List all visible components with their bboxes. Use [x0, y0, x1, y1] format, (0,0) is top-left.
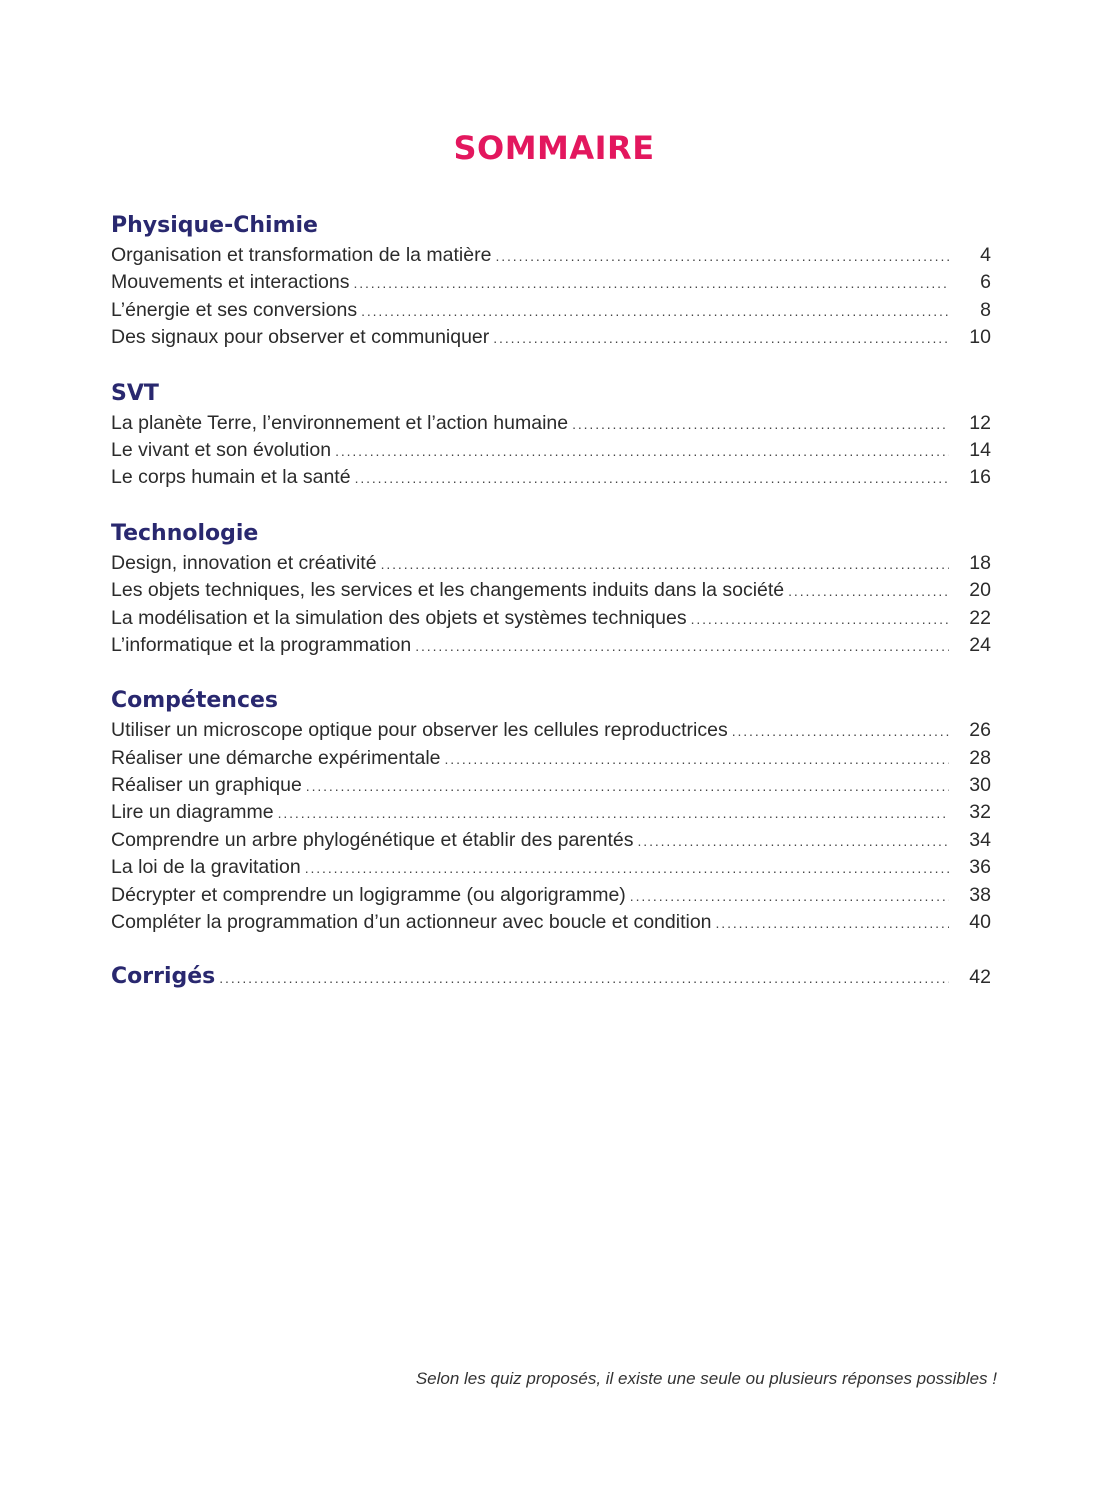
entry-label: L’informatique et la programmation	[111, 633, 412, 656]
toc-entry[interactable]	[111, 605, 991, 632]
dot-leader	[445, 746, 949, 773]
toc-entry[interactable]	[111, 909, 991, 936]
toc-entry[interactable]	[111, 854, 991, 881]
entry-label: Organisation et transformation de la matière	[111, 244, 492, 266]
dot-leader	[361, 298, 949, 325]
entry-label: La modélisation et la simulation des objets et systèmes techniques	[111, 606, 687, 629]
toc-entry[interactable]	[111, 324, 991, 351]
entry-page: 32	[969, 801, 991, 824]
dot-leader	[219, 970, 949, 986]
section-heading[interactable]: Technologie	[111, 520, 259, 546]
entry-label: La loi de la gravitation	[111, 856, 301, 879]
toc-entry[interactable]	[111, 550, 991, 577]
entry-page: 12	[969, 411, 991, 434]
entry-page: 20	[969, 579, 991, 602]
entry-page: 8	[980, 298, 991, 321]
section-competences	[111, 687, 991, 936]
entry-page: 4	[980, 244, 991, 266]
entry-label: Utiliser un microscope optique pour observer les cellules reproductrices	[111, 719, 728, 742]
dot-leader	[381, 551, 949, 578]
entry-page: 24	[969, 633, 991, 656]
entry-label: Les objets techniques, les services et les changements induits dans la société	[111, 579, 785, 602]
dot-leader	[691, 606, 949, 633]
dot-leader	[732, 718, 949, 745]
entry-label: Compléter la programmation d’un actionneur avec boucle et condition	[111, 911, 712, 934]
entry-page: 36	[969, 856, 991, 879]
dot-leader	[788, 578, 949, 605]
entry-page: 26	[969, 719, 991, 742]
toc-entry[interactable]	[111, 297, 991, 324]
entry-label: L’énergie et ses conversions	[111, 298, 358, 321]
dot-leader	[355, 465, 949, 492]
entry-page: 18	[969, 551, 991, 574]
footer-note: Selon les quiz proposés, il existe une seule ou plusieurs réponses possibles !	[415, 1369, 997, 1388]
toc-entry[interactable]	[111, 632, 991, 659]
dot-leader	[716, 910, 949, 937]
entry-label: Mouvements et interactions	[111, 271, 350, 294]
entry-label: Design, innovation et créativité	[111, 551, 377, 574]
entry-label: Le vivant et son évolution	[111, 438, 332, 461]
dot-leader	[630, 883, 949, 910]
section-heading[interactable]: SVT	[111, 380, 159, 406]
entry-page: 40	[969, 911, 991, 934]
toc-entry[interactable]	[111, 437, 991, 464]
section-heading[interactable]: Compétences	[111, 688, 279, 714]
toc-entry[interactable]	[111, 827, 991, 854]
entry-label: Lire un diagramme	[111, 801, 274, 824]
entry-page: 10	[969, 326, 991, 349]
entry-page: 22	[969, 606, 991, 629]
section-svt	[111, 380, 991, 492]
toc-entry[interactable]	[111, 799, 991, 826]
entry-page: 14	[969, 438, 991, 461]
table-of-contents	[111, 212, 991, 998]
entry-label: Des signaux pour observer et communiquer	[111, 326, 490, 349]
section-heading[interactable]: Physique-Chimie	[111, 213, 318, 238]
entry-label: Décrypter et comprendre un logigramme (ou algorigramme)	[111, 883, 626, 906]
dot-leader	[278, 800, 949, 827]
entry-page: 16	[969, 466, 991, 489]
dot-leader	[335, 438, 949, 465]
entry-page: 38	[969, 883, 991, 906]
dot-leader	[572, 411, 949, 438]
toc-entry[interactable]	[111, 577, 991, 604]
page-title: SOMMAIRE	[453, 129, 655, 168]
entry-label: Réaliser un graphique	[111, 774, 302, 797]
section-physique-chimie	[111, 212, 991, 352]
toc-entry-corriges[interactable]	[111, 964, 991, 998]
corriges-label: Corrigés	[111, 964, 216, 990]
entry-label: Réaliser une démarche expérimentale	[111, 746, 441, 769]
section-technologie	[111, 520, 991, 660]
dot-leader	[305, 855, 949, 882]
dot-leader	[353, 270, 949, 297]
toc-entry[interactable]	[111, 464, 991, 491]
dot-leader	[306, 773, 949, 800]
toc-entry[interactable]	[111, 410, 991, 437]
entry-page: 28	[969, 746, 991, 769]
toc-entry[interactable]	[111, 745, 991, 772]
entry-label: La planète Terre, l’environnement et l’action humaine	[111, 411, 569, 434]
entry-page: 6	[980, 271, 991, 294]
entry-page: 34	[969, 828, 991, 851]
entry-page: 30	[969, 774, 991, 797]
toc-entry[interactable]	[111, 269, 991, 296]
toc-entry[interactable]	[111, 772, 991, 799]
toc-entry[interactable]	[111, 882, 991, 909]
corriges-page: 42	[969, 966, 991, 989]
dot-leader	[495, 243, 949, 270]
dot-leader	[638, 828, 949, 855]
toc-entry[interactable]	[111, 717, 991, 744]
toc-entry[interactable]	[111, 242, 991, 269]
dot-leader	[493, 325, 949, 352]
dot-leader	[415, 633, 949, 660]
entry-label: Comprendre un arbre phylogénétique et établir des parentés	[111, 828, 634, 851]
entry-label: Le corps humain et la santé	[111, 466, 351, 489]
